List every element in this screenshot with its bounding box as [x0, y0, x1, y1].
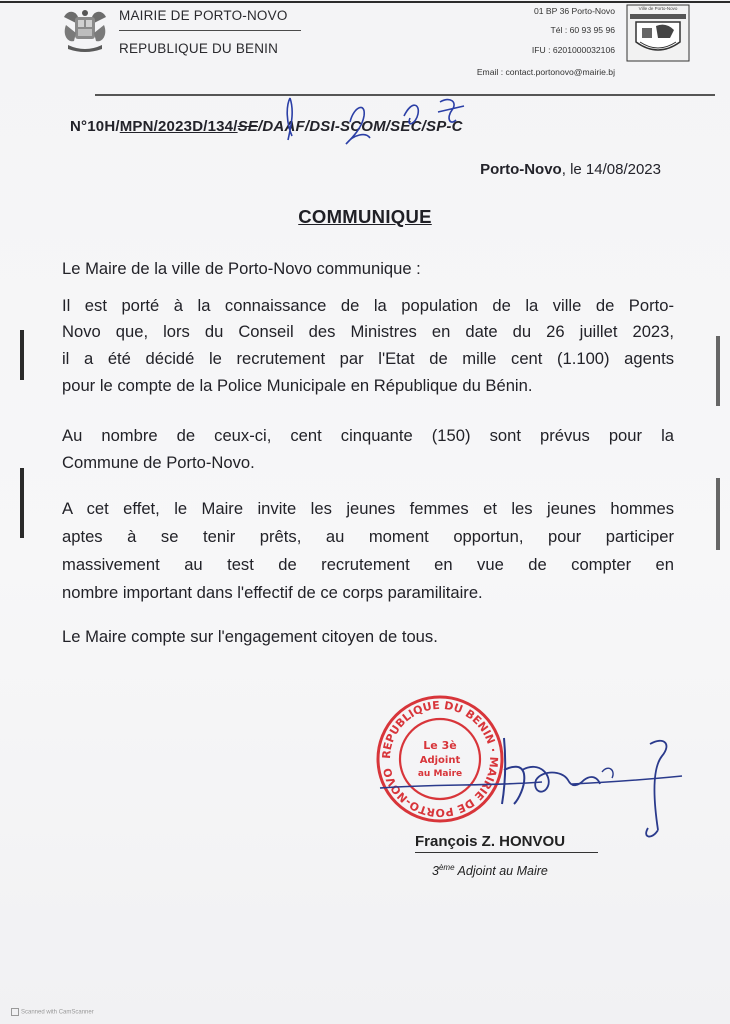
contact-email: Email : contact.portonovo@mairie.bj — [476, 67, 615, 77]
left-margin-bar-1 — [20, 330, 24, 380]
top-edge-line — [0, 1, 730, 3]
paragraph-2-line-2: Commune de Porto-Novo. — [62, 453, 255, 472]
paragraph-3-line-2: aptes à se tenir prêts, au moment opportun, pour participer — [62, 527, 674, 546]
city-logo — [626, 4, 690, 62]
paragraph-2-line-1: Au nombre de ceux-ci, cent cinquante (150) sont prévus pour la — [62, 426, 674, 445]
signatory-role — [432, 863, 548, 878]
reference-part-1: N°10H/ — [70, 118, 120, 135]
mairie-title: MAIRIE DE PORTO-NOVO — [119, 8, 288, 23]
handwritten-annotation-icon — [280, 92, 480, 152]
paragraph-3-line-4: nombre important dans l'effectif de ce corps paramilitaire. — [62, 583, 483, 602]
left-margin-bar-2 — [20, 468, 24, 538]
document-title: COMMUNIQUE — [298, 206, 432, 227]
reference-part-3: SE — [237, 118, 259, 135]
right-margin-bar-1 — [716, 336, 720, 406]
stamp-center-line-1: Le 3è — [423, 739, 457, 752]
coat-of-arms-icon — [58, 5, 112, 55]
document-date — [480, 161, 661, 178]
reference-part-2: MPN/2023D/134/ — [119, 118, 238, 135]
paragraph-1-line-4: pour le compte de la Police Municipale en République du Bénin. — [62, 376, 533, 395]
scanner-text: Scanned with CamScanner — [21, 1009, 94, 1016]
republique-title: REPUBLIQUE DU BENIN — [119, 41, 279, 56]
paragraph-1-line-1: Il est porté à la connaissance de la population de la ville de Porto- — [62, 296, 674, 315]
scanner-watermark — [11, 1008, 94, 1016]
contact-bp: 01 BP 36 Porto-Novo — [533, 6, 615, 16]
paragraph-1-line-3: il a été décidé le recrutement par l'Etat de mille cent (1.100) agents — [62, 349, 674, 368]
scanner-icon — [11, 1008, 19, 1016]
closing-paragraph: Le Maire compte sur l'engagement citoyen de tous. — [62, 627, 438, 646]
contact-ifu: IFU : 6201000032106 — [531, 45, 615, 55]
signatory-name-underline — [415, 852, 598, 853]
stamp-center-line-2: Adjoint — [419, 755, 461, 766]
date-rest: , le 14/08/2023 — [561, 161, 661, 178]
paragraph-3-line-1: A cet effet, le Maire invite les jeunes femmes et les jeunes hommes — [62, 499, 674, 518]
stamp-ring-text: REPUBLIQUE DU BENIN · MAIRIE DE PORTO-NOVO — [379, 698, 501, 820]
city-shield-icon — [626, 4, 690, 62]
handwritten-signature-icon — [372, 730, 692, 850]
city-logo-caption: Ville de Porto-Novo — [638, 6, 678, 11]
signatory-name: François Z. HONVOU — [415, 833, 566, 850]
role-number: 3 — [432, 864, 439, 879]
contact-tel: Tél : 60 93 95 96 — [550, 25, 615, 35]
header-divider — [119, 30, 301, 31]
reference-part-4: /DAAF/DSI-SCOM/SEC/SP-C — [258, 118, 463, 135]
role-text: Adjoint au Maire — [454, 864, 548, 879]
date-city: Porto-Novo — [480, 161, 562, 178]
role-superscript: ème — [438, 863, 455, 872]
stamp-center-line-3: au Maire — [417, 769, 463, 779]
paragraph-1-line-2: Novo que, lors du Conseil des Ministres en date du 26 juillet 2023, — [62, 322, 674, 341]
intro-paragraph: Le Maire de la ville de Porto-Novo communique : — [62, 259, 421, 278]
right-margin-bar-2 — [716, 478, 720, 550]
paragraph-3-line-3: massivement au test de recrutement en vue de compter en — [62, 555, 674, 574]
